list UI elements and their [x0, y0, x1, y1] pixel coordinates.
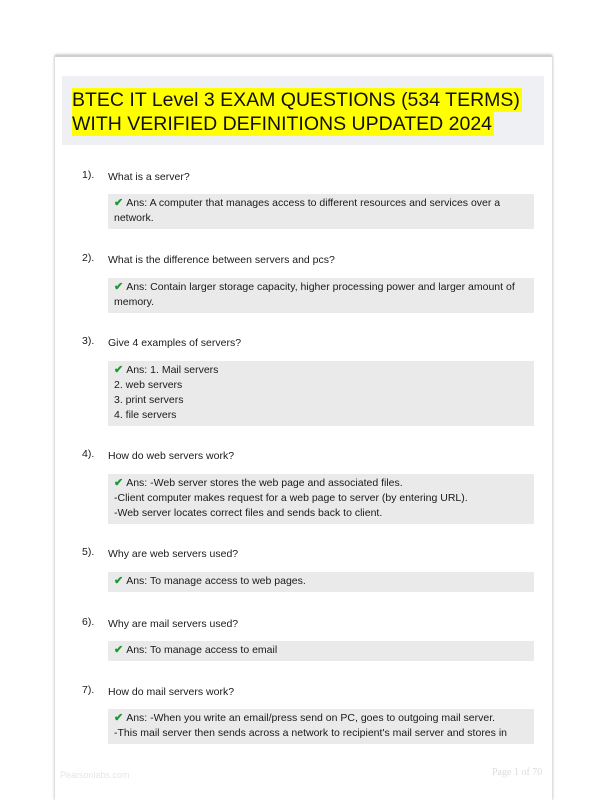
- page-number: Page 1 of 70: [492, 767, 543, 778]
- answer-box: [108, 474, 534, 524]
- answer-line: Ans: Contain larger storage capacity, higher processing power and larger amount of: [126, 281, 515, 293]
- answer-line: Ans: To manage access to email: [126, 644, 278, 656]
- question-number: 5).: [82, 546, 95, 558]
- answer-box: [108, 361, 534, 426]
- question-text: What is the difference between servers and pcs?: [108, 254, 335, 266]
- answer-box: [108, 641, 534, 661]
- question-text: Why are web servers used?: [108, 548, 239, 560]
- check-icon: ✔: [114, 281, 124, 293]
- question-number: 3).: [82, 335, 95, 347]
- question-text: How do mail servers work?: [108, 686, 235, 698]
- answer-box: [108, 572, 534, 592]
- answer-box: [108, 278, 534, 313]
- check-icon: ✔: [114, 197, 124, 209]
- answer-line: Ans: -Web server stores the web page and associated files.: [126, 477, 403, 489]
- question-number: 4).: [82, 448, 95, 460]
- answer-box: [108, 709, 534, 744]
- answer-line: -Web server locates correct files and sends back to client.: [114, 507, 383, 519]
- answer-line: Ans: -When you write an email/press send on PC, goes to outgoing mail server.: [126, 712, 496, 724]
- document-title-line-1: BTEC IT Level 3 EXAM QUESTIONS (534 TERMS): [72, 89, 520, 111]
- question-text: What is a server?: [108, 171, 190, 183]
- check-icon: ✔: [114, 575, 124, 587]
- answer-line: 3. print servers: [114, 394, 184, 406]
- answer-line: memory.: [114, 296, 155, 308]
- answer-line: Ans: A computer that manages access to different resources and services over a: [126, 197, 501, 209]
- check-icon: ✔: [114, 477, 124, 489]
- document-title-line-2: WITH VERIFIED DEFINITIONS UPDATED 2024: [72, 113, 493, 135]
- answer-line: -Client computer makes request for a web page to server (by entering URL).: [114, 492, 468, 504]
- check-icon: ✔: [114, 712, 124, 724]
- question-text: How do web servers work?: [108, 450, 235, 462]
- answer-line: 2. web servers: [114, 379, 183, 391]
- check-icon: ✔: [114, 644, 124, 656]
- answer-line: Ans: 1. Mail servers: [126, 364, 219, 376]
- answer-line: -This mail server then sends across a network to recipient's mail server and stores in: [114, 727, 507, 739]
- question-number: 6).: [82, 616, 95, 628]
- question-number: 2).: [82, 252, 95, 264]
- answer-line: 4. file servers: [114, 409, 177, 421]
- question-text: Why are mail servers used?: [108, 618, 239, 630]
- check-icon: ✔: [114, 364, 124, 376]
- answer-line: Ans: To manage access to web pages.: [126, 575, 306, 587]
- answer-box: [108, 194, 534, 229]
- question-number: 1).: [82, 169, 95, 181]
- answer-line: network.: [114, 212, 154, 224]
- question-number: 7).: [82, 684, 95, 696]
- question-text: Give 4 examples of servers?: [108, 337, 242, 349]
- page-top-rule: [55, 55, 552, 57]
- footer-watermark: Pearsonlabs.com: [60, 770, 130, 780]
